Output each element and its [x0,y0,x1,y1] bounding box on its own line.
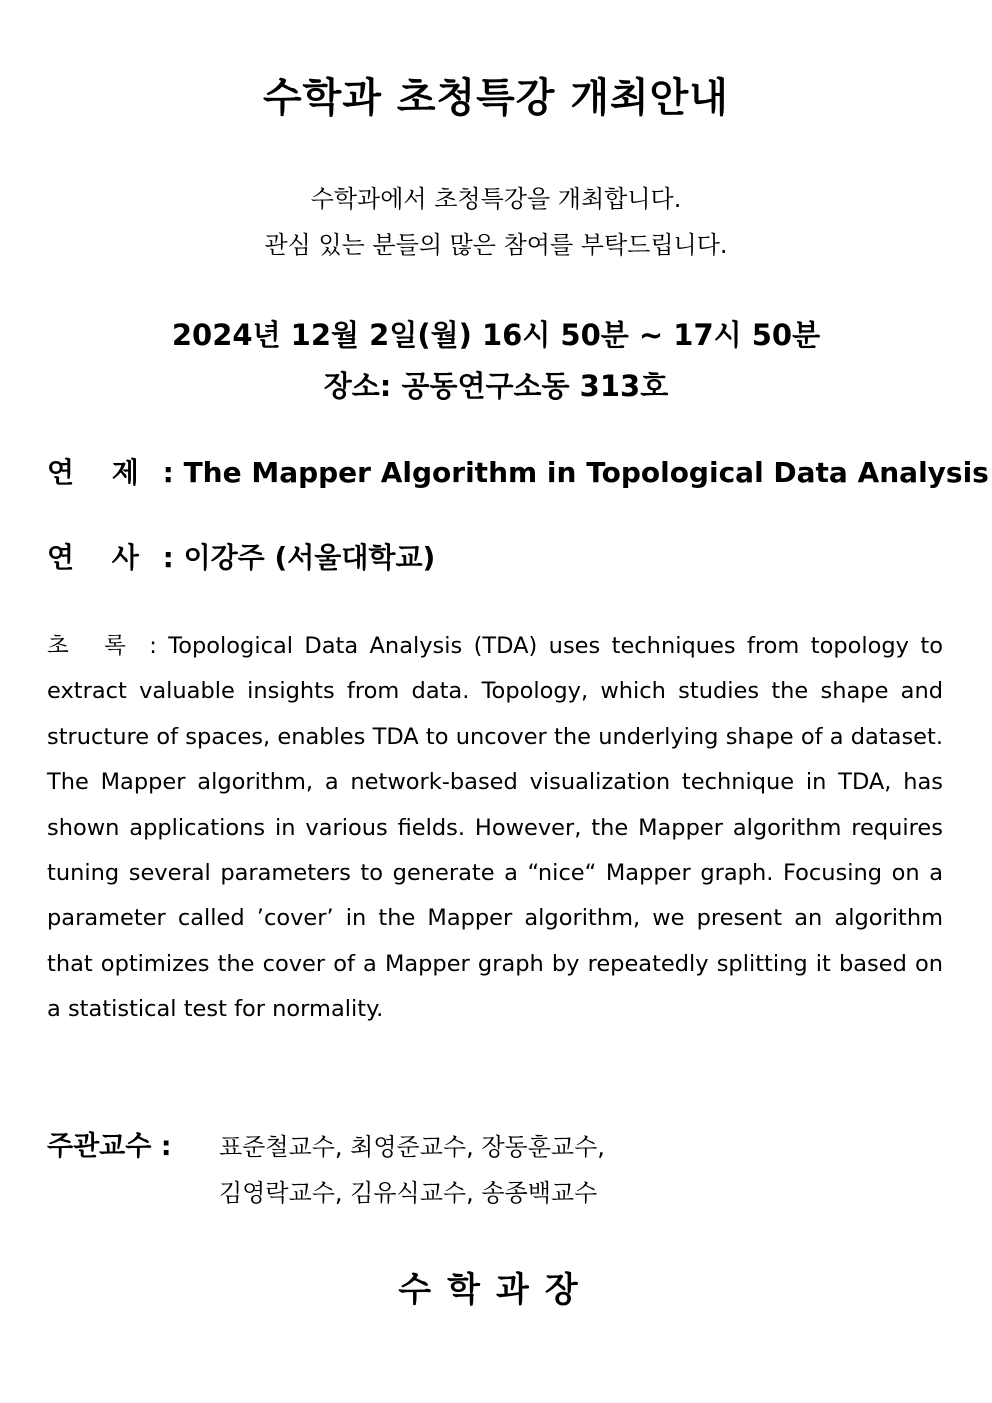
event-location: 장소: 공동연구소동 313호 [323,369,669,403]
schedule-block [0,310,992,412]
abstract-text: Topological Data Analysis (TDA) uses techniques from topology to extract valuable insights from data. Topology, which studies the shape and structure of spaces, enables TDA to uncover the underlying shape of a dataset. The Mapper algorithm, a network-based visualization technique in TDA, has shown applications in various fields. However, the Mapper algorithm requires tuning several parameters to generate a “nice“ Mapper graph. Focusing on a parameter called ’cover’ in the Mapper algorithm, we present an algorithm that optimizes the cover of a Mapper graph by repeatedly splitting it based on a statistical test for normality. [47,633,943,1023]
abstract-separator: : [137,633,169,659]
speaker-value: 이강주 (서울대학교) [183,541,436,574]
intro-line-2: 관심 있는 분들의 많은 참여를 부탁드립니다. [264,231,728,259]
topic-row [47,451,989,491]
speaker-separator: : [152,541,184,574]
abstract-label: 초 록 [47,633,138,659]
abstract-block [47,624,943,1033]
topic-value: The Mapper Algorithm in Topological Data Analysis [183,456,989,489]
hosts-line-1: 표준철교수, 최영준교수, 장동훈교수, [219,1133,605,1161]
hosts-names [219,1124,919,1216]
hosts-label: 주관교수 : [47,1131,172,1162]
issuer-signature: 수학과장 [398,1270,594,1310]
event-datetime: 2024년 12월 2일(월) 16시 50분 ~ 17시 50분 [171,318,821,352]
speaker-row [47,536,947,576]
intro-line-1: 수학과에서 초청특강을 개최합니다. [310,185,682,213]
hosts-line-2: 김영락교수, 김유식교수, 송종백교수 [219,1179,598,1207]
topic-label: 연 제 [47,456,153,489]
speaker-label: 연 사 [47,541,153,574]
intro-text [0,176,992,268]
page-title: 수학과 초청특강 개최안내 [263,75,729,121]
topic-separator: : [152,456,184,489]
